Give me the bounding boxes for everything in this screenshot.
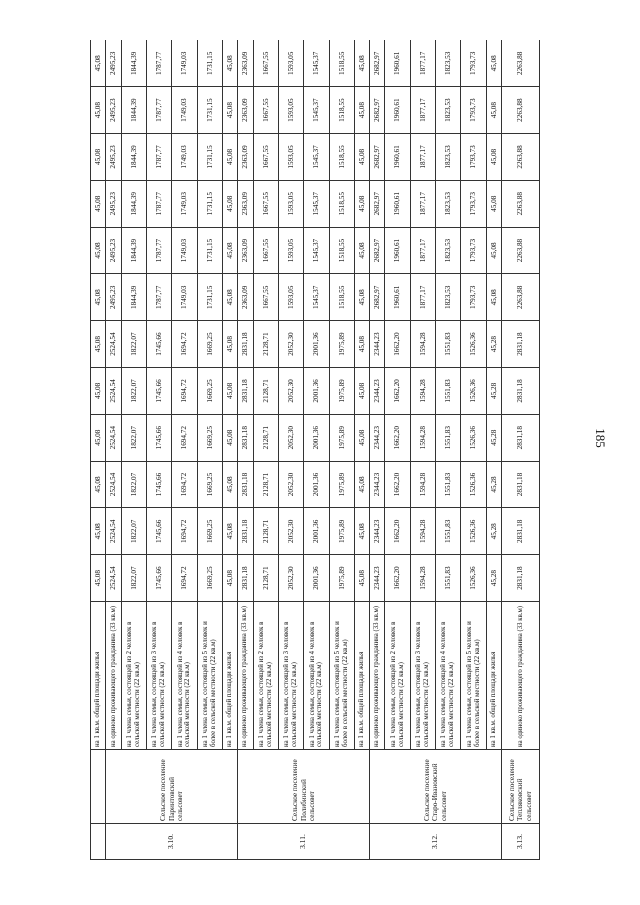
value-cell: 1844,39 bbox=[121, 40, 146, 87]
value-cell: 2001,36 bbox=[304, 368, 329, 415]
table-row bbox=[410, 40, 435, 860]
value-cell: 1823,53 bbox=[436, 134, 461, 181]
table-row bbox=[461, 40, 486, 860]
value-cell: 2363,09 bbox=[238, 87, 253, 134]
norm-description: на одиноко проживающего гражданина (33 кв.м) bbox=[502, 602, 540, 750]
value-cell: 45,08 bbox=[486, 134, 501, 181]
value-cell: 45,08 bbox=[222, 321, 237, 368]
value-cell: 45,08 bbox=[91, 555, 106, 602]
value-cell: 1960,61 bbox=[385, 227, 410, 274]
value-cell: 1877,17 bbox=[410, 227, 435, 274]
table-row bbox=[370, 40, 385, 860]
value-cell: 1745,66 bbox=[146, 508, 171, 555]
value-cell: 1822,07 bbox=[121, 555, 146, 602]
value-cell: 2682,97 bbox=[370, 180, 385, 227]
value-cell: 1667,55 bbox=[253, 87, 278, 134]
value-cell: 45,08 bbox=[91, 368, 106, 415]
value-cell: 2263,88 bbox=[502, 134, 540, 181]
value-cell: 2128,71 bbox=[253, 461, 278, 508]
value-cell: 1731,15 bbox=[197, 87, 222, 134]
table-row bbox=[304, 40, 329, 860]
value-cell: 1694,72 bbox=[172, 508, 197, 555]
value-cell: 1731,15 bbox=[197, 40, 222, 87]
value-cell: 2052,30 bbox=[278, 414, 303, 461]
rotated-page bbox=[90, 40, 540, 860]
value-cell: 1823,53 bbox=[436, 40, 461, 87]
value-cell: 2831,18 bbox=[502, 321, 540, 368]
value-cell: 1822,07 bbox=[121, 321, 146, 368]
value-cell: 1662,20 bbox=[385, 368, 410, 415]
value-cell: 2052,30 bbox=[278, 461, 303, 508]
value-cell: 1545,37 bbox=[304, 227, 329, 274]
value-cell: 1844,39 bbox=[121, 180, 146, 227]
value-cell: 45,08 bbox=[91, 321, 106, 368]
value-cell: 2344,23 bbox=[370, 368, 385, 415]
value-cell: 2052,30 bbox=[278, 368, 303, 415]
value-cell: 2524,54 bbox=[106, 368, 121, 415]
norm-description: на 1 члена семьи, состоящей из 3 человек в сельской местности (22 кв.м) bbox=[146, 602, 171, 750]
value-cell: 2831,18 bbox=[502, 414, 540, 461]
value-cell: 1669,25 bbox=[197, 414, 222, 461]
table-body bbox=[91, 40, 540, 860]
value-cell: 1694,72 bbox=[172, 461, 197, 508]
value-cell: 1526,36 bbox=[461, 508, 486, 555]
value-cell: 2495,23 bbox=[106, 274, 121, 321]
value-cell: 1745,66 bbox=[146, 414, 171, 461]
value-cell: 45,08 bbox=[486, 227, 501, 274]
value-cell: 1877,17 bbox=[410, 274, 435, 321]
value-cell: 2831,18 bbox=[238, 555, 253, 602]
value-cell: 2682,97 bbox=[370, 40, 385, 87]
value-cell: 2495,23 bbox=[106, 134, 121, 181]
value-cell: 1749,03 bbox=[172, 134, 197, 181]
value-cell: 1877,17 bbox=[410, 40, 435, 87]
value-cell: 45,08 bbox=[354, 555, 369, 602]
value-cell: 2831,18 bbox=[502, 368, 540, 415]
value-cell: 1975,89 bbox=[329, 555, 354, 602]
value-cell: 45,28 bbox=[486, 555, 501, 602]
value-cell: 45,08 bbox=[486, 87, 501, 134]
value-cell: 2831,18 bbox=[502, 555, 540, 602]
table-row bbox=[253, 40, 278, 860]
row-index: 3.12. bbox=[370, 824, 502, 860]
value-cell: 1793,73 bbox=[461, 134, 486, 181]
value-cell: 45,28 bbox=[486, 368, 501, 415]
value-cell: 1823,53 bbox=[436, 227, 461, 274]
value-cell: 45,28 bbox=[486, 461, 501, 508]
value-cell: 1545,37 bbox=[304, 134, 329, 181]
value-cell: 45,08 bbox=[354, 180, 369, 227]
value-cell: 45,08 bbox=[354, 274, 369, 321]
value-cell: 2052,30 bbox=[278, 321, 303, 368]
row-index bbox=[91, 824, 106, 860]
row-index: 3.11. bbox=[238, 824, 370, 860]
value-cell: 2263,88 bbox=[502, 87, 540, 134]
value-cell: 1545,37 bbox=[304, 87, 329, 134]
settlement-name: Сельское поселение Старо-Ивановский сельсовет bbox=[370, 750, 502, 824]
value-cell: 45,28 bbox=[486, 508, 501, 555]
value-cell: 45,08 bbox=[354, 87, 369, 134]
value-cell: 45,08 bbox=[354, 40, 369, 87]
value-cell: 1975,89 bbox=[329, 414, 354, 461]
value-cell: 1745,66 bbox=[146, 461, 171, 508]
value-cell: 2682,97 bbox=[370, 87, 385, 134]
value-cell: 1844,39 bbox=[121, 87, 146, 134]
value-cell: 45,08 bbox=[354, 508, 369, 555]
value-cell: 1662,20 bbox=[385, 461, 410, 508]
value-cell: 1694,72 bbox=[172, 321, 197, 368]
value-cell: 1593,05 bbox=[278, 134, 303, 181]
value-cell: 1731,15 bbox=[197, 180, 222, 227]
value-cell: 45,08 bbox=[354, 227, 369, 274]
value-cell: 1667,55 bbox=[253, 134, 278, 181]
value-cell: 1960,61 bbox=[385, 40, 410, 87]
value-cell: 1960,61 bbox=[385, 274, 410, 321]
norm-description: на 1 члена семьи, состоящей из 2 человек в сельской местности (22 кв.м) bbox=[385, 602, 410, 750]
value-cell: 1518,55 bbox=[329, 40, 354, 87]
value-cell: 1749,03 bbox=[172, 274, 197, 321]
value-cell: 1787,77 bbox=[146, 227, 171, 274]
value-cell: 1731,15 bbox=[197, 274, 222, 321]
value-cell: 2052,30 bbox=[278, 508, 303, 555]
value-cell: 2263,88 bbox=[502, 180, 540, 227]
norm-description: на 1 кв.м. общей площади жилья bbox=[486, 602, 501, 750]
value-cell: 1975,89 bbox=[329, 461, 354, 508]
value-cell: 1975,89 bbox=[329, 321, 354, 368]
settlement-name: Сельское поселение Паринтовский сельсовет bbox=[106, 750, 238, 824]
norm-description: на 1 члена семьи, состоящей из 3 человек в сельской местности (22 кв.м) bbox=[278, 602, 303, 750]
value-cell: 2001,36 bbox=[304, 321, 329, 368]
value-cell: 45,08 bbox=[354, 461, 369, 508]
value-cell: 1823,53 bbox=[436, 274, 461, 321]
value-cell: 2263,88 bbox=[502, 227, 540, 274]
value-cell: 45,08 bbox=[222, 508, 237, 555]
value-cell: 1877,17 bbox=[410, 180, 435, 227]
value-cell: 1593,05 bbox=[278, 40, 303, 87]
table-row bbox=[106, 40, 121, 860]
table-row bbox=[197, 40, 222, 860]
value-cell: 45,08 bbox=[222, 180, 237, 227]
value-cell: 45,08 bbox=[91, 227, 106, 274]
value-cell: 2363,09 bbox=[238, 40, 253, 87]
value-cell: 2363,09 bbox=[238, 227, 253, 274]
settlement-name: Сельское поселение Полибинский сельсовет bbox=[238, 750, 370, 824]
value-cell: 2001,36 bbox=[304, 461, 329, 508]
value-cell: 1545,37 bbox=[304, 40, 329, 87]
norm-description: на одиноко проживающего гражданина (33 кв.м) bbox=[106, 602, 121, 750]
value-cell: 1593,05 bbox=[278, 180, 303, 227]
norm-description: на 1 члена семьи, состоящей из 4 человек в сельской местности (22 кв.м) bbox=[436, 602, 461, 750]
norm-description: на 1 члена семьи, состоящей из 5 человек и более в сельской местности (22 кв.м) bbox=[329, 602, 354, 750]
value-cell: 2001,36 bbox=[304, 555, 329, 602]
value-cell: 1745,66 bbox=[146, 368, 171, 415]
value-cell: 1526,36 bbox=[461, 414, 486, 461]
table-row bbox=[91, 40, 106, 860]
row-index: 3.10. bbox=[106, 824, 238, 860]
value-cell: 1593,05 bbox=[278, 87, 303, 134]
value-cell: 2344,23 bbox=[370, 321, 385, 368]
value-cell: 1749,03 bbox=[172, 180, 197, 227]
value-cell: 45,08 bbox=[354, 368, 369, 415]
norm-description: на 1 кв.м. общей площади жилья bbox=[222, 602, 237, 750]
table-container bbox=[90, 40, 540, 860]
value-cell: 45,08 bbox=[222, 134, 237, 181]
value-cell: 1518,55 bbox=[329, 180, 354, 227]
norm-description: на 1 члена семьи, состоящей из 5 человек и более в сельской местности (22 кв.м) bbox=[461, 602, 486, 750]
value-cell: 45,08 bbox=[222, 40, 237, 87]
value-cell: 2363,09 bbox=[238, 180, 253, 227]
table-row bbox=[329, 40, 354, 860]
value-cell: 1975,89 bbox=[329, 368, 354, 415]
value-cell: 1694,72 bbox=[172, 555, 197, 602]
value-cell: 45,08 bbox=[222, 368, 237, 415]
value-cell: 1662,20 bbox=[385, 321, 410, 368]
value-cell: 2831,18 bbox=[238, 321, 253, 368]
value-cell: 45,08 bbox=[486, 180, 501, 227]
value-cell: 2831,18 bbox=[238, 414, 253, 461]
value-cell: 2524,54 bbox=[106, 508, 121, 555]
value-cell: 1793,73 bbox=[461, 227, 486, 274]
value-cell: 1669,25 bbox=[197, 321, 222, 368]
value-cell: 2128,71 bbox=[253, 321, 278, 368]
value-cell: 45,08 bbox=[222, 414, 237, 461]
value-cell: 1518,55 bbox=[329, 274, 354, 321]
table-row bbox=[486, 40, 501, 860]
value-cell: 2344,23 bbox=[370, 508, 385, 555]
value-cell: 1551,83 bbox=[436, 414, 461, 461]
value-cell: 1787,77 bbox=[146, 134, 171, 181]
value-cell: 45,08 bbox=[91, 274, 106, 321]
value-cell: 45,08 bbox=[354, 321, 369, 368]
value-cell: 45,08 bbox=[222, 87, 237, 134]
value-cell: 1877,17 bbox=[410, 134, 435, 181]
value-cell: 1551,83 bbox=[436, 461, 461, 508]
value-cell: 45,08 bbox=[91, 87, 106, 134]
norm-description: на 1 кв.м. общей площади жилья bbox=[354, 602, 369, 750]
value-cell: 1593,05 bbox=[278, 274, 303, 321]
table-row bbox=[121, 40, 146, 860]
value-cell: 45,08 bbox=[91, 134, 106, 181]
value-cell: 2682,97 bbox=[370, 227, 385, 274]
value-cell: 2344,23 bbox=[370, 461, 385, 508]
value-cell: 1793,73 bbox=[461, 180, 486, 227]
norm-description: на одиноко проживающего гражданина (33 кв.м) bbox=[238, 602, 253, 750]
value-cell: 1594,28 bbox=[410, 414, 435, 461]
value-cell: 2682,97 bbox=[370, 134, 385, 181]
value-cell: 1793,73 bbox=[461, 87, 486, 134]
norm-description: на 1 члена семьи, состоящей из 4 человек в сельской местности (22 кв.м) bbox=[172, 602, 197, 750]
value-cell: 45,28 bbox=[486, 321, 501, 368]
value-cell: 45,08 bbox=[91, 414, 106, 461]
value-cell: 45,28 bbox=[486, 414, 501, 461]
value-cell: 2344,23 bbox=[370, 555, 385, 602]
table-row bbox=[278, 40, 303, 860]
value-cell: 45,08 bbox=[91, 461, 106, 508]
value-cell: 1877,17 bbox=[410, 87, 435, 134]
value-cell: 1545,37 bbox=[304, 274, 329, 321]
value-cell: 1787,77 bbox=[146, 40, 171, 87]
value-cell: 1667,55 bbox=[253, 227, 278, 274]
value-cell: 2524,54 bbox=[106, 555, 121, 602]
norm-description: на одиноко проживающего гражданина (33 кв.м) bbox=[370, 602, 385, 750]
value-cell: 45,08 bbox=[222, 274, 237, 321]
value-cell: 45,08 bbox=[91, 508, 106, 555]
value-cell: 2128,71 bbox=[253, 508, 278, 555]
value-cell: 1822,07 bbox=[121, 461, 146, 508]
value-cell: 1731,15 bbox=[197, 134, 222, 181]
value-cell: 1745,66 bbox=[146, 555, 171, 602]
value-cell: 2682,97 bbox=[370, 274, 385, 321]
value-cell: 1667,55 bbox=[253, 180, 278, 227]
value-cell: 1518,55 bbox=[329, 227, 354, 274]
value-cell: 1669,25 bbox=[197, 555, 222, 602]
value-cell: 1731,15 bbox=[197, 227, 222, 274]
value-cell: 2363,09 bbox=[238, 274, 253, 321]
value-cell: 1844,39 bbox=[121, 134, 146, 181]
value-cell: 1594,28 bbox=[410, 368, 435, 415]
value-cell: 45,08 bbox=[486, 274, 501, 321]
value-cell: 1551,83 bbox=[436, 508, 461, 555]
value-cell: 1594,28 bbox=[410, 321, 435, 368]
norm-description: на 1 члена семьи, состоящей из 2 человек в сельской местности (22 кв.м) bbox=[253, 602, 278, 750]
value-cell: 1749,03 bbox=[172, 40, 197, 87]
tariff-table bbox=[90, 40, 540, 860]
value-cell: 1518,55 bbox=[329, 134, 354, 181]
value-cell: 1960,61 bbox=[385, 180, 410, 227]
table-row bbox=[354, 40, 369, 860]
value-cell: 45,08 bbox=[91, 180, 106, 227]
value-cell: 1787,77 bbox=[146, 87, 171, 134]
value-cell: 1844,39 bbox=[121, 274, 146, 321]
value-cell: 2001,36 bbox=[304, 414, 329, 461]
value-cell: 1526,36 bbox=[461, 461, 486, 508]
page-number: 185 bbox=[592, 428, 608, 448]
value-cell: 1594,28 bbox=[410, 508, 435, 555]
value-cell: 1823,53 bbox=[436, 87, 461, 134]
value-cell: 1975,89 bbox=[329, 508, 354, 555]
value-cell: 1593,05 bbox=[278, 227, 303, 274]
value-cell: 2128,71 bbox=[253, 368, 278, 415]
value-cell: 45,08 bbox=[354, 414, 369, 461]
value-cell: 1694,72 bbox=[172, 414, 197, 461]
value-cell: 45,08 bbox=[222, 555, 237, 602]
value-cell: 2831,18 bbox=[502, 461, 540, 508]
value-cell: 2001,36 bbox=[304, 508, 329, 555]
value-cell: 1526,36 bbox=[461, 321, 486, 368]
norm-description: на 1 члена семьи, состоящей из 3 человек в сельской местности (22 кв.м) bbox=[410, 602, 435, 750]
value-cell: 1662,20 bbox=[385, 508, 410, 555]
value-cell: 1594,28 bbox=[410, 555, 435, 602]
value-cell: 1749,03 bbox=[172, 87, 197, 134]
value-cell: 2524,54 bbox=[106, 414, 121, 461]
value-cell: 2052,30 bbox=[278, 555, 303, 602]
value-cell: 2831,18 bbox=[238, 461, 253, 508]
value-cell: 1669,25 bbox=[197, 461, 222, 508]
value-cell: 2831,18 bbox=[502, 508, 540, 555]
value-cell: 1551,83 bbox=[436, 555, 461, 602]
norm-description: на 1 члена семьи, состоящей из 2 человек в сельской местности (22 кв.м) bbox=[121, 602, 146, 750]
settlement-name: Сельское поселение Тепляковский сельсовет bbox=[502, 750, 540, 824]
value-cell: 1669,25 bbox=[197, 508, 222, 555]
value-cell: 1662,20 bbox=[385, 414, 410, 461]
value-cell: 1823,53 bbox=[436, 180, 461, 227]
table-row bbox=[222, 40, 237, 860]
value-cell: 1749,03 bbox=[172, 227, 197, 274]
value-cell: 2831,18 bbox=[238, 508, 253, 555]
value-cell: 2524,54 bbox=[106, 461, 121, 508]
value-cell: 2495,23 bbox=[106, 87, 121, 134]
value-cell: 1745,66 bbox=[146, 321, 171, 368]
value-cell: 1667,55 bbox=[253, 274, 278, 321]
value-cell: 2128,71 bbox=[253, 555, 278, 602]
value-cell: 45,08 bbox=[354, 134, 369, 181]
table-row bbox=[146, 40, 171, 860]
value-cell: 2495,23 bbox=[106, 180, 121, 227]
table-row bbox=[436, 40, 461, 860]
value-cell: 2263,88 bbox=[502, 40, 540, 87]
value-cell: 1793,73 bbox=[461, 40, 486, 87]
value-cell: 1694,72 bbox=[172, 368, 197, 415]
value-cell: 1526,36 bbox=[461, 555, 486, 602]
value-cell: 45,08 bbox=[486, 40, 501, 87]
value-cell: 2495,23 bbox=[106, 227, 121, 274]
value-cell: 1662,20 bbox=[385, 555, 410, 602]
value-cell: 2128,71 bbox=[253, 414, 278, 461]
value-cell: 2831,18 bbox=[238, 368, 253, 415]
value-cell: 45,08 bbox=[222, 461, 237, 508]
value-cell: 2524,54 bbox=[106, 321, 121, 368]
table-row bbox=[502, 40, 540, 860]
value-cell: 2344,23 bbox=[370, 414, 385, 461]
norm-description: на 1 члена семьи, состоящей из 4 человек в сельской местности (22 кв.м) bbox=[304, 602, 329, 750]
value-cell: 1518,55 bbox=[329, 87, 354, 134]
value-cell: 1669,25 bbox=[197, 368, 222, 415]
value-cell: 1551,83 bbox=[436, 368, 461, 415]
value-cell: 1822,07 bbox=[121, 414, 146, 461]
norm-description: на 1 члена семьи, состоящей из 5 человек и более в сельской местности (22 кв.м) bbox=[197, 602, 222, 750]
value-cell: 1822,07 bbox=[121, 508, 146, 555]
value-cell: 1526,36 bbox=[461, 368, 486, 415]
value-cell: 1822,07 bbox=[121, 368, 146, 415]
table-row bbox=[172, 40, 197, 860]
value-cell: 1551,83 bbox=[436, 321, 461, 368]
value-cell: 1787,77 bbox=[146, 274, 171, 321]
value-cell: 45,08 bbox=[222, 227, 237, 274]
value-cell: 1960,61 bbox=[385, 134, 410, 181]
value-cell: 1667,55 bbox=[253, 40, 278, 87]
row-index: 3.13. bbox=[502, 824, 540, 860]
value-cell: 1844,39 bbox=[121, 227, 146, 274]
value-cell: 45,08 bbox=[91, 40, 106, 87]
value-cell: 2495,23 bbox=[106, 40, 121, 87]
table-row bbox=[385, 40, 410, 860]
value-cell: 1545,37 bbox=[304, 180, 329, 227]
settlement-name bbox=[91, 750, 106, 824]
table-row bbox=[238, 40, 253, 860]
value-cell: 1793,73 bbox=[461, 274, 486, 321]
value-cell: 1594,28 bbox=[410, 461, 435, 508]
value-cell: 1787,77 bbox=[146, 180, 171, 227]
value-cell: 2363,09 bbox=[238, 134, 253, 181]
value-cell: 1960,61 bbox=[385, 87, 410, 134]
value-cell: 2263,88 bbox=[502, 274, 540, 321]
norm-description: на 1 кв.м. общей площади жилья bbox=[91, 602, 106, 750]
